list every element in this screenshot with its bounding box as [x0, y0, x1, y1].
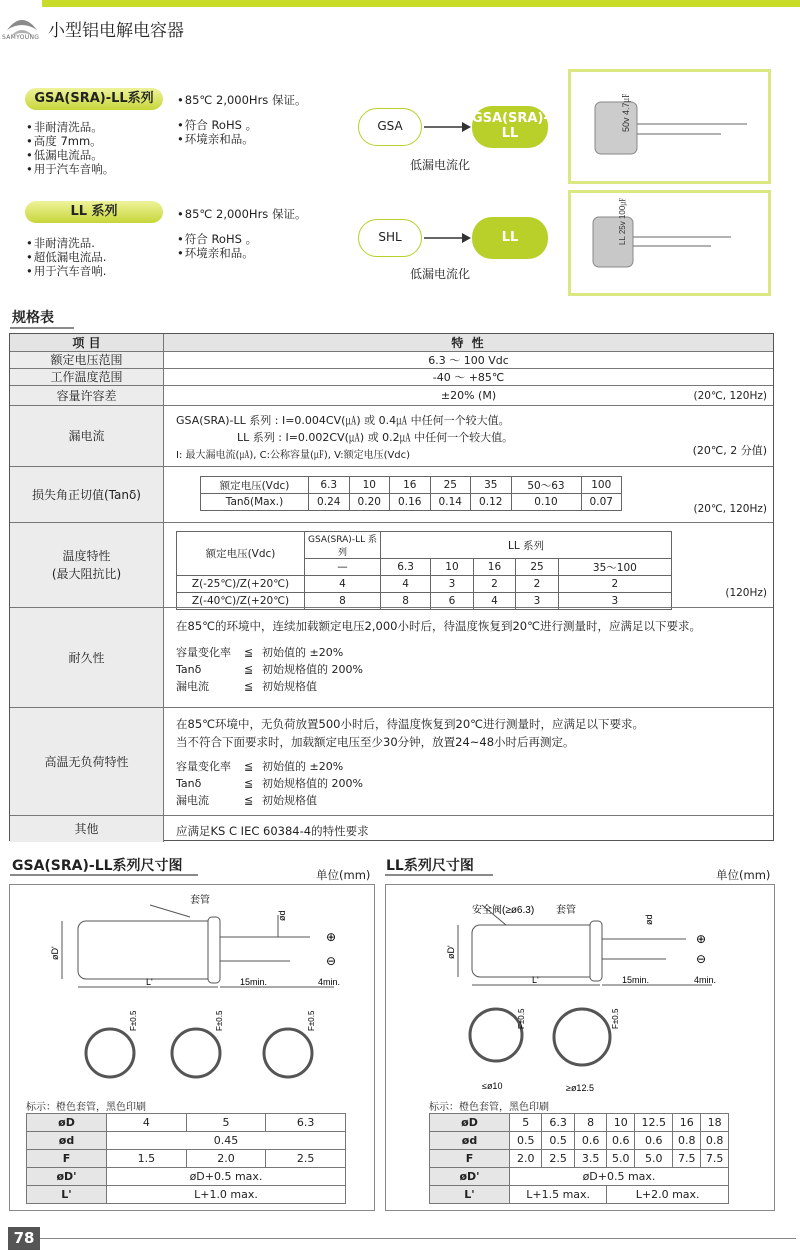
cell: F — [27, 1150, 107, 1168]
dims1-panel — [9, 884, 375, 1211]
cell: 0.5 — [510, 1132, 542, 1150]
cell: 0.10 — [511, 494, 581, 511]
impedance-table — [176, 531, 672, 610]
cell: 0.20 — [349, 494, 390, 511]
dims1-table — [26, 1113, 346, 1204]
cell: 0.5 — [542, 1132, 574, 1150]
req-label: 漏电流 — [176, 794, 209, 807]
intro: 在85℃环境中，无负荷放置500小时后，待温度恢复到20℃进行测量时，应满足以下要求。 — [176, 717, 645, 731]
feature: • 非耐清洗品。 — [26, 120, 114, 134]
cell: 35 — [471, 477, 512, 494]
cell: øD' — [430, 1168, 510, 1186]
product-photo-gsa — [568, 69, 771, 184]
min15-label: 15min. — [622, 975, 650, 985]
page-title: 小型铝电解电容器 — [48, 21, 184, 41]
feature: • 85℃ 2,000Hrs 保证。 — [177, 207, 306, 221]
requirements — [176, 758, 363, 809]
cell: 8 — [305, 593, 381, 610]
cell: 2.0 — [186, 1150, 266, 1168]
body-dia-label: øD' — [446, 945, 456, 959]
leak-body — [164, 406, 773, 466]
cell: øD' — [27, 1168, 107, 1186]
min15-label: 15min. — [240, 977, 268, 987]
title-underline — [385, 874, 493, 876]
req-value: 初始值的 ±20% — [262, 760, 344, 773]
label: 容量许容差 — [10, 386, 164, 405]
cell: 2 — [516, 576, 559, 593]
vent-label: 安全阀(≥ø6.3) — [472, 905, 535, 916]
flow-caption: 低漏电流化 — [410, 158, 471, 172]
cell: 100 — [581, 477, 622, 494]
cell: 6.3 — [266, 1114, 346, 1132]
value: -40 ～ +85℃ — [432, 371, 505, 384]
requirements — [176, 644, 363, 695]
cell: L' — [430, 1186, 510, 1204]
cell: 16 — [390, 477, 431, 494]
pitch-label: F±0.5 — [307, 1010, 316, 1031]
cell: L+2.0 max. — [607, 1186, 729, 1204]
cell: L+1.5 max. — [510, 1186, 607, 1204]
endurance-body — [164, 608, 773, 707]
row-leakage — [10, 405, 773, 466]
dims1-drawing — [10, 885, 374, 1095]
cell: 10 — [431, 559, 474, 576]
cell: 0.14 — [430, 494, 471, 511]
cell: — — [305, 559, 381, 576]
cell: 0.6 — [574, 1132, 606, 1150]
req-value: 初始规格值 — [262, 794, 317, 807]
cell: 7.5 — [673, 1150, 701, 1168]
cell: 2.5 — [542, 1150, 574, 1168]
dims2-drawing — [386, 885, 774, 1095]
feature: • 超低漏电流品. — [26, 250, 106, 264]
cell: Z(-25℃)/Z(+20℃) — [177, 576, 305, 593]
value: ±20% (M) — [440, 389, 497, 402]
dims1-title: GSA(SRA)-LL系列尺寸图 — [12, 858, 183, 874]
cell: 4 — [473, 593, 516, 610]
cell: 额定电压(Vdc) — [201, 477, 309, 494]
cell: 10 — [607, 1114, 635, 1132]
condition: (20℃, 120Hz) — [693, 503, 767, 515]
lead-dia-label: ød — [277, 910, 287, 921]
feature: • 低漏电流品。 — [26, 148, 114, 162]
req-op: ≦ — [244, 760, 254, 773]
feature: • 非耐清洗品. — [26, 236, 106, 250]
feature: • 高度 7mm。 — [26, 134, 114, 148]
dims2-panel — [385, 884, 775, 1211]
cell: Z(-40℃)/Z(+20℃) — [177, 593, 305, 610]
pitch-label: F±0.5 — [215, 1010, 224, 1031]
cell: øD+0.5 max. — [107, 1168, 346, 1186]
marking-note: 标示：橙色套管，黑色印刷 — [26, 1102, 146, 1113]
label: 其他 — [10, 816, 164, 842]
size-label: ≤ø10 — [482, 1081, 503, 1091]
size-label: ≥ø12.5 — [566, 1083, 594, 1093]
label: 漏电流 — [10, 406, 164, 466]
leak-line: GSA(SRA)-LL 系列 : I=0.004CV(㎂) 或 0.4㎂ 中任何一个较大值。 — [176, 414, 510, 427]
cell: GSA(SRA)-LL 系列 — [305, 532, 381, 559]
flow-from-shl: SHL — [358, 219, 422, 257]
cell: 50～63 — [511, 477, 581, 494]
cell: 3 — [516, 593, 559, 610]
cell: ød — [27, 1132, 107, 1150]
unit-label: 单位(mm) — [316, 868, 371, 882]
cell: 10 — [349, 477, 390, 494]
req-op: ≦ — [244, 777, 254, 790]
cell: øD — [27, 1114, 107, 1132]
row-tolerance — [10, 385, 773, 405]
leak-line: LL 系列 : I=0.002CV(㎂) 或 0.2㎂ 中任何一个较大值。 — [237, 431, 514, 444]
plus-icon: ⊕ — [326, 930, 337, 944]
cell: 4 — [381, 576, 431, 593]
req-label: 漏电流 — [176, 680, 209, 693]
sleeve-label: 套管 — [556, 905, 576, 916]
series2-features-right — [177, 207, 306, 260]
cell: 3 — [431, 576, 474, 593]
cell: 4 — [305, 576, 381, 593]
req-op: ≦ — [244, 680, 254, 693]
top-accent-bar — [42, 0, 800, 7]
row-voltage — [10, 351, 773, 368]
intro: 在85℃的环境中，连续加载额定电压2,000小时后，待温度恢复到20℃进行测量时，应满足以下要求。 — [176, 619, 702, 633]
label — [10, 523, 164, 607]
cell: LL 系列 — [381, 532, 672, 559]
tan-table — [200, 476, 622, 511]
cell: 0.07 — [581, 494, 622, 511]
cell: 35～100 — [558, 559, 671, 576]
label: 高温无负荷特性 — [10, 708, 164, 815]
feature: • 用于汽车音响. — [26, 264, 106, 278]
req-value: 初始值的 ±20% — [262, 646, 344, 659]
cell: 6.3 — [381, 559, 431, 576]
spec-table — [9, 333, 774, 841]
photo-label: 50v 4.7㎌ — [621, 93, 631, 132]
cell: 5.0 — [635, 1150, 673, 1168]
req-value: 初始规格值的 200% — [262, 777, 363, 790]
row-other — [10, 815, 773, 842]
flow-caption: 低漏电流化 — [410, 267, 471, 281]
req-value: 初始规格值的 200% — [262, 663, 363, 676]
logo-text: SAMYOUNG — [2, 34, 40, 41]
row-temperature — [10, 368, 773, 385]
req-label: 容量变化率 — [176, 646, 231, 659]
feature: • 用于汽车音响。 — [26, 162, 114, 176]
body-dia-label: øD' — [50, 946, 60, 960]
row-impedance — [10, 522, 773, 607]
cell: 18 — [701, 1114, 729, 1132]
req-label: Tanδ — [176, 777, 202, 790]
row-endurance — [10, 607, 773, 707]
series-badge-gsa: GSA(SRA)-LL系列 — [25, 88, 163, 110]
feature: • 符合 RoHS 。 — [177, 118, 306, 132]
shelf-body — [164, 708, 773, 815]
col-spec: 特 性 — [451, 336, 486, 350]
lead-dia-label: ød — [644, 914, 654, 925]
cell: 1.5 — [107, 1150, 187, 1168]
cell: 0.8 — [673, 1132, 701, 1150]
series1-features-left — [26, 120, 114, 176]
cell: 0.16 — [390, 494, 431, 511]
length-label: L' — [146, 977, 153, 987]
label: 额定电压范围 — [10, 352, 164, 368]
marking-note: 标示：橙色套管，黑色印刷 — [429, 1102, 549, 1113]
value: 应满足KS C IEC 60384-4的特性要求 — [176, 824, 369, 838]
cell: 25 — [430, 477, 471, 494]
sleeve-label: 套管 — [190, 895, 210, 906]
feature: • 环境亲和品。 — [177, 132, 306, 146]
condition: (120Hz) — [725, 587, 767, 599]
cell: 3.5 — [574, 1150, 606, 1168]
flow-to-ll: LL — [472, 217, 548, 259]
cell: 5.0 — [607, 1150, 635, 1168]
minus-icon: ⊖ — [696, 952, 707, 966]
cell: 0.12 — [471, 494, 512, 511]
req-value: 初始规格值 — [262, 680, 317, 693]
cell: ød — [430, 1132, 510, 1150]
flow-from-gsa: GSA — [358, 108, 422, 146]
req-label: Tanδ — [176, 663, 202, 676]
feature: • 符合 RoHS 。 — [177, 232, 306, 246]
cell: L' — [27, 1186, 107, 1204]
pitch-label: F±0.5 — [611, 1008, 620, 1029]
arrow-right-icon — [424, 232, 472, 244]
page-number: 78 — [8, 1227, 40, 1250]
col-item: 项 目 — [10, 334, 164, 351]
plus-icon: ⊕ — [696, 932, 707, 946]
title-underline — [10, 327, 74, 329]
condition: (20℃, 120Hz) — [693, 390, 767, 402]
cell: 2 — [558, 576, 671, 593]
cell: Tanδ(Max.) — [201, 494, 309, 511]
pitch-label: F±0.5 — [129, 1010, 138, 1031]
spec-title: 规格表 — [12, 310, 54, 326]
dims2-title: LL系列尺寸图 — [386, 858, 474, 874]
leak-note: I: 最大漏电流(㎂), C:公称容量(㎌), V:额定电压(Vdc) — [176, 450, 411, 461]
length-label: L' — [532, 975, 539, 985]
dims2-table — [429, 1113, 729, 1204]
cell: 2 — [473, 576, 516, 593]
cell: 4 — [107, 1114, 187, 1132]
cell: 2.5 — [266, 1150, 346, 1168]
cell: 8 — [574, 1114, 606, 1132]
cell: 0.45 — [107, 1132, 346, 1150]
cell: 16 — [673, 1114, 701, 1132]
cell: 6.3 — [542, 1114, 574, 1132]
cell: 6.3 — [309, 477, 350, 494]
req-op: ≦ — [244, 794, 254, 807]
label: 工作温度范围 — [10, 369, 164, 385]
spec-head-row — [10, 334, 773, 351]
cell: 16 — [473, 559, 516, 576]
cell: 5 — [186, 1114, 266, 1132]
cell: 5 — [510, 1114, 542, 1132]
value: 6.3 ～ 100 Vdc — [428, 354, 509, 367]
other-body — [164, 816, 773, 842]
cell: 12.5 — [635, 1114, 673, 1132]
arrow-right-icon — [424, 121, 472, 133]
cell: øD — [430, 1114, 510, 1132]
intro: 当不符合下面要求时，加载额定电压至少30分钟，放置24~48小时后再测定。 — [176, 735, 575, 749]
cell: 0.6 — [607, 1132, 635, 1150]
cell: 0.8 — [701, 1132, 729, 1150]
row-tan-delta — [10, 466, 773, 522]
series-badge-ll: LL 系列 — [25, 201, 163, 223]
feature: • 环境亲和品。 — [177, 246, 306, 260]
cell: 额定电压(Vdc) — [177, 532, 305, 576]
cell: F — [430, 1150, 510, 1168]
cell: 2.0 — [510, 1150, 542, 1168]
feature: • 85℃ 2,000Hrs 保证。 — [177, 93, 306, 107]
minus-icon: ⊖ — [326, 954, 337, 968]
pitch-label: F±0.5 — [517, 1008, 526, 1029]
label: 损失角正切值(Tanδ) — [10, 467, 164, 522]
cell: 0.6 — [635, 1132, 673, 1150]
cell: 0.24 — [309, 494, 350, 511]
cell: 3 — [558, 593, 671, 610]
label-line: 温度特性 — [62, 549, 111, 563]
cell: øD+0.5 max. — [510, 1168, 729, 1186]
cell: L+1.0 max. — [107, 1186, 346, 1204]
row-shelf-life — [10, 707, 773, 815]
series2-features-left — [26, 236, 106, 278]
condition: (20℃, 2 分值) — [692, 444, 767, 457]
title-underline — [10, 874, 198, 876]
footer-line — [40, 1238, 796, 1239]
req-op: ≦ — [244, 663, 254, 676]
flow-to-gsa-ll: GSA(SRA)-LL — [472, 106, 548, 148]
cell: 6 — [431, 593, 474, 610]
req-op: ≦ — [244, 646, 254, 659]
label-line: (最大阻抗比) — [51, 567, 122, 581]
min4-label: 4min. — [694, 975, 717, 985]
cell: 8 — [381, 593, 431, 610]
product-photo-ll — [568, 190, 771, 296]
photo-label: LL 25v 100㎌ — [618, 197, 627, 245]
req-label: 容量变化率 — [176, 760, 231, 773]
series1-features-right — [177, 93, 306, 146]
cell: 25 — [516, 559, 559, 576]
min4-label: 4min. — [318, 977, 341, 987]
label: 耐久性 — [10, 608, 164, 707]
unit-label: 单位(mm) — [716, 868, 771, 882]
cell: 7.5 — [701, 1150, 729, 1168]
